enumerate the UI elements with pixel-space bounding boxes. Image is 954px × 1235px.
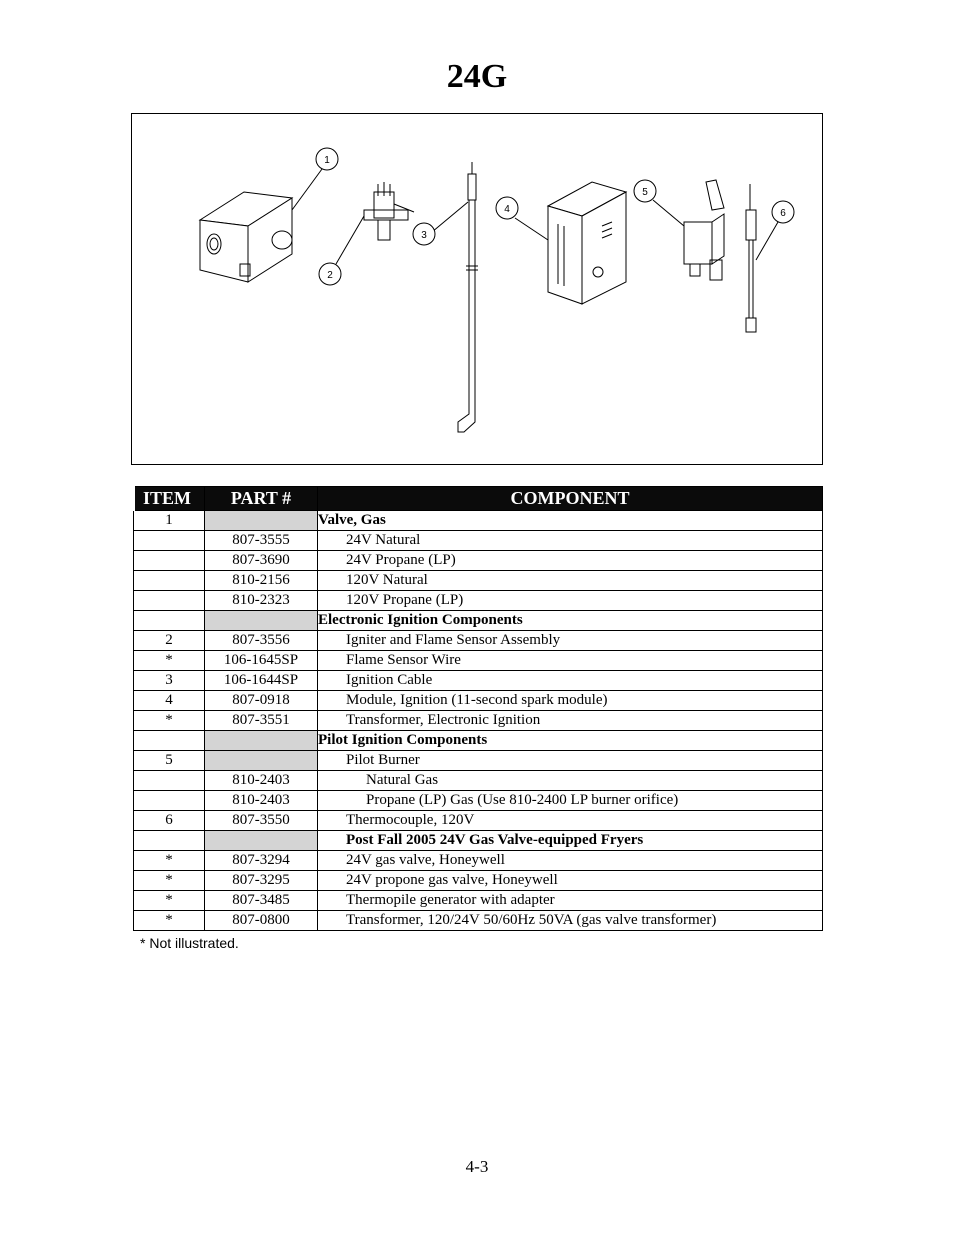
table-row [134, 871, 823, 891]
item-number-cell: * [134, 651, 205, 671]
exploded-parts-diagram [132, 114, 822, 464]
table-row [134, 591, 823, 611]
callout-6-label: 6 [780, 208, 786, 219]
part-number-cell [205, 751, 318, 771]
footnote: * Not illustrated. [140, 935, 239, 951]
component-cell: Transformer, Electronic Ignition [318, 711, 823, 731]
component-cell: Thermopile generator with adapter [318, 891, 823, 911]
parts-illustration [131, 113, 823, 465]
parts-table-body [134, 511, 823, 931]
table-row [134, 631, 823, 651]
table-row [134, 611, 823, 631]
table-row [134, 651, 823, 671]
item-number-cell: * [134, 871, 205, 891]
table-row [134, 571, 823, 591]
item-number-cell [134, 571, 205, 591]
item-number-cell [134, 551, 205, 571]
item-number-cell: 1 [134, 511, 205, 531]
component-cell: 24V propone gas valve, Honeywell [318, 871, 823, 891]
section-heading-cell: Pilot Ignition Components [318, 731, 823, 751]
table-row [134, 711, 823, 731]
table-row [134, 791, 823, 811]
section-heading-cell: Electronic Ignition Components [318, 611, 823, 631]
callout-5 [634, 180, 656, 202]
table-row [134, 771, 823, 791]
table-row [134, 511, 823, 531]
section-heading-cell: Post Fall 2005 24V Gas Valve-equipped Fryers [318, 831, 823, 851]
item-number-cell: 6 [134, 811, 205, 831]
part-number-cell [205, 831, 318, 851]
part-number-cell: 106-1645SP [205, 651, 318, 671]
component-cell: Transformer, 120/24V 50/60Hz 50VA (gas valve transformer) [318, 911, 823, 931]
part-number-cell: 807-3550 [205, 811, 318, 831]
table-row [134, 891, 823, 911]
component-cell: Flame Sensor Wire [318, 651, 823, 671]
part-number-cell: 807-0918 [205, 691, 318, 711]
table-row [134, 831, 823, 851]
part-number-cell [205, 731, 318, 751]
part-number-cell: 807-3295 [205, 871, 318, 891]
table-row [134, 671, 823, 691]
part-number-cell: 807-3485 [205, 891, 318, 911]
part-number-cell [205, 611, 318, 631]
component-cell: 120V Propane (LP) [318, 591, 823, 611]
callout-1 [316, 148, 338, 170]
igniter-drawing [364, 182, 414, 240]
item-number-cell: * [134, 711, 205, 731]
item-number-cell [134, 731, 205, 751]
part-number-cell: 810-2403 [205, 791, 318, 811]
part-number-cell: 807-3555 [205, 531, 318, 551]
pilot-burner-drawing [684, 180, 724, 280]
item-number-cell: 5 [134, 751, 205, 771]
table-row [134, 911, 823, 931]
table-row [134, 551, 823, 571]
thermocouple-drawing [746, 184, 756, 332]
part-number-cell [205, 511, 318, 531]
component-cell: 24V gas valve, Honeywell [318, 851, 823, 871]
item-number-cell: 4 [134, 691, 205, 711]
part-number-cell: 807-3294 [205, 851, 318, 871]
table-row [134, 731, 823, 751]
callout-4-label: 4 [504, 204, 510, 215]
item-number-cell [134, 831, 205, 851]
item-number-cell: 3 [134, 671, 205, 691]
page-number: 4-3 [465, 1157, 489, 1176]
item-number-cell: 2 [134, 631, 205, 651]
parts-table [132, 486, 823, 931]
ignition-module-drawing [548, 182, 626, 304]
item-number-cell: * [134, 911, 205, 931]
component-cell: Ignition Cable [318, 671, 823, 691]
callout-3-label: 3 [421, 230, 427, 241]
item-number-cell [134, 611, 205, 631]
item-number-cell [134, 791, 205, 811]
component-cell: Pilot Burner [318, 751, 823, 771]
component-cell: Natural Gas [318, 771, 823, 791]
item-number-cell [134, 531, 205, 551]
table-row [134, 691, 823, 711]
callout-6 [772, 201, 794, 223]
part-number-cell: 807-0800 [205, 911, 318, 931]
component-cell: Propane (LP) Gas (Use 810-2400 LP burner orifice) [318, 791, 823, 811]
table-row [134, 531, 823, 551]
callout-1-label: 1 [324, 155, 330, 166]
part-number-cell: 810-2156 [205, 571, 318, 591]
component-cell: Igniter and Flame Sensor Assembly [318, 631, 823, 651]
callout-2 [319, 263, 341, 285]
part-number-cell: 807-3551 [205, 711, 318, 731]
column-header-item: ITEM [134, 487, 205, 511]
parts-table-header [134, 487, 823, 511]
part-number-cell: 810-2403 [205, 771, 318, 791]
item-number-cell: * [134, 851, 205, 871]
table-row [134, 751, 823, 771]
part-number-cell: 106-1644SP [205, 671, 318, 691]
part-number-cell: 807-3556 [205, 631, 318, 651]
page-title: 24G [446, 58, 508, 95]
callout-3 [413, 223, 435, 245]
item-number-cell: * [134, 891, 205, 911]
component-cell: Module, Ignition (11-second spark module) [318, 691, 823, 711]
table-row [134, 811, 823, 831]
part-number-cell: 810-2323 [205, 591, 318, 611]
column-header-component: COMPONENT [318, 487, 823, 511]
item-number-cell [134, 771, 205, 791]
component-cell: 120V Natural [318, 571, 823, 591]
component-cell: 24V Natural [318, 531, 823, 551]
item-number-cell [134, 591, 205, 611]
callout-4 [496, 197, 518, 219]
part-number-cell: 807-3690 [205, 551, 318, 571]
component-cell: Thermocouple, 120V [318, 811, 823, 831]
column-header-part: PART # [205, 487, 318, 511]
callout-5-label: 5 [642, 187, 648, 198]
section-heading-cell: Valve, Gas [318, 511, 823, 531]
gas-valve-drawing [200, 192, 292, 282]
table-row [134, 851, 823, 871]
callout-2-label: 2 [327, 270, 333, 281]
component-cell: 24V Propane (LP) [318, 551, 823, 571]
